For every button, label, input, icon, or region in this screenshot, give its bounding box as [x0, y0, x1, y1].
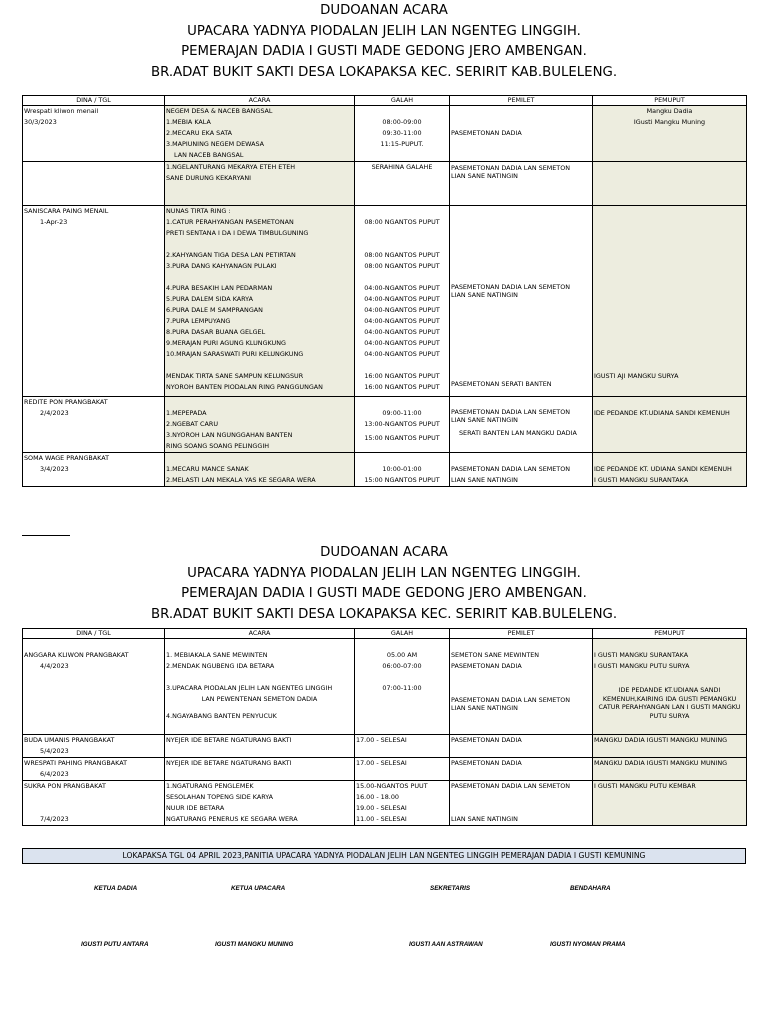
cell-galah: 05.00 AM 06:00-07:00 07:00-11:00 — [355, 639, 450, 735]
title-line: DUDOANAN ACARA — [320, 3, 448, 18]
cell-galah: 17.00 - SELESAI — [355, 758, 450, 781]
cell-dina: SOMA WAGE PRANGBAKAT 3/4/2023 — [23, 453, 165, 487]
header-pemilet: PEMILET — [450, 629, 593, 639]
header-acara: ACARA — [165, 96, 355, 106]
cell-acara: NEGEM DESA & NACEB BANGSAL 1.MEBIA KALA 2.MECARU EKA SATA 3.MAPIUNING NEGEM DEWASA LAN NACEB BANGSAL — [165, 106, 355, 162]
cell-pemuput: IDE PEDANDE KT.UDIANA SANDI KEMENUH — [593, 397, 747, 453]
document-title — [0, 1, 768, 83]
title-line: BR.ADAT BUKIT SAKTI DESA LOKAPAKSA KEC. SERIRIT KAB.BULELENG. — [150, 606, 618, 622]
schedule-table-1 — [22, 95, 747, 487]
signature-name: IGUSTI MANGKU MUNING — [215, 941, 294, 948]
title-line: UPACARA YADNYA PIODALAN JELIH LAN NGENTEG LINGGIH. — [187, 23, 581, 39]
header-dina: DINA / TGL — [23, 629, 165, 639]
header-pemilet: PEMILET — [450, 96, 593, 106]
cell-acara: NYEJER IDE BETARE NGATURANG BAKTI — [165, 758, 355, 781]
title-line: UPACARA YADNYA PIODALAN JELIH LAN NGENTEG LINGGIH. — [187, 565, 581, 581]
header-pemuput: PEMUPUT — [593, 96, 747, 106]
cell-dina: Wrespati kliwon menail 30/3/2023 — [23, 106, 165, 162]
title-line: BR.ADAT BUKIT SAKTI DESA LOKAPAKSA KEC. SERIRIT KAB.BULELENG. — [150, 64, 618, 80]
cell-galah: 10:00-01:00 15:00 NGANTOS PUPUT — [355, 453, 450, 487]
cell-pemilet: PASEMETONAN DADIA — [450, 758, 593, 781]
committee-footer: LOKAPAKSA TGL 04 APRIL 2023,PANITIA UPACARA YADNYA PIODALAN JELIH LAN NGENTEG LINGGIH PEMERAJAN DADIA I GUSTI KEMUNING — [22, 848, 746, 864]
signature-role: KETUA UPACARA — [231, 885, 286, 892]
table-row — [23, 639, 747, 735]
cell-dina: SANISCARA PAING MENAIL 1-Apr-23 — [23, 206, 165, 397]
cell-acara: 1.NGATURANG PENGLEMEK SESOLAHAN TOPENG SIDE KARYA NUUR IDE BETARA NGATURANG PENERUS KE SEGARA WERA — [165, 781, 355, 826]
cell-dina — [23, 162, 165, 206]
table-row — [23, 206, 747, 397]
cell-acara: 1.NGELANTURANG MEKARYA ETEH ETEH SANE DURUNG KEKARYANI — [165, 162, 355, 206]
cell-pemuput: MANGKU DADIA IGUSTI MANGKU MUNING — [593, 735, 747, 758]
signature-role: SEKRETARIS — [430, 885, 471, 892]
signature-role: BENDAHARA — [570, 885, 611, 892]
header-galah: GALAH — [355, 96, 450, 106]
cell-galah: 15.00-NGANTOS PUUT 16.00 - 18.00 19.00 - SELESAI 11.00 - SELESAI — [355, 781, 450, 826]
cell-galah: 08:00-09:00 09:30-11:00 11:15-PUPUT. — [355, 106, 450, 162]
cell-galah: 17.00 - SELESAI — [355, 735, 450, 758]
cell-galah: SERAHINA GALAHE — [355, 162, 450, 206]
title-line: DUDOANAN ACARA — [320, 545, 448, 560]
document-title — [0, 543, 768, 625]
cell-pemilet: PASEMETONAN DADIA LAN SEMETON LIAN SANE NATINGIN PASEMETONAN SERATI BANTEN — [450, 206, 593, 397]
cell-galah: 08:00 NGANTOS PUPUT 08:00 NGANTOS PUPUT 08:00 NGANTOS PUPUT 04:00-NGANTOS PUPUT 04:00-NGANTOS PUPUT 04:00-NGANTOS PUPUT 04:00-NGANTOS PUPUT 04:00-NGANTOS PUPUT 04:00-NGANTOS PUPUT 04:00-NGANTOS PUPUT 16:00 NGANTOS PUPUT 16:00 NGANTOS PUPUT — [355, 206, 450, 397]
cell-pemilet: PASEMETONAN DADIA — [450, 106, 593, 162]
cell-pemuput: IGUSTI AJI MANGKU SURYA — [593, 206, 747, 397]
table-row — [23, 735, 747, 758]
cell-pemilet: PASEMETONAN DADIA LAN SEMETON LIAN SANE NATINGIN SERATI BANTEN LAN MANGKU DADIA — [450, 397, 593, 453]
cell-dina: ANGGARA KLIWON PRANGBAKAT 4/4/2023 — [23, 639, 165, 735]
cell-pemilet: PASEMETONAN DADIA LAN SEMETON LIAN SANE NATINGIN — [450, 781, 593, 826]
cell-pemilet: PASEMETONAN DADIA LAN SEMETON LIAN SANE NATINGIN — [450, 162, 593, 206]
cell-pemuput: I GUSTI MANGKU PUTU KEMBAR — [593, 781, 747, 826]
table-row — [23, 781, 747, 826]
cell-acara: NYEJER IDE BETARE NGATURANG BAKTI — [165, 735, 355, 758]
cell-dina: REDITE PON PRANGBAKAT 2/4/2023 — [23, 397, 165, 453]
table-row — [23, 453, 747, 487]
table-header-row — [23, 629, 747, 639]
schedule-table-2 — [22, 628, 747, 826]
cell-pemilet: PASEMETONAN DADIA LAN SEMETON LIAN SANE NATINGIN — [450, 453, 593, 487]
signature-name: IGUSTI AAN ASTRAWAN — [409, 941, 483, 948]
cell-acara: NUNAS TIRTA RING : 1.CATUR PERAHYANGAN PASEMETONAN PRETI SENTANA I DA I DEWA TIMBULGUNING 2.KAHYANGAN TIGA DESA LAN PETIRTAN 3.PURA DANG KAHYANAGN PULAKI 4.PURA BESAKIH LAN PEDARMAN 5.PURA DALEM SIDA KARYA 6.PURA DALE M SAMPRANGAN 7.PURA LEMPUYANG 8.PURA DASAR BUANA GELGEL 9.MERAJAN PURI AGUNG KLUNGKUNG 10.MRAJAN SARASWATI PURI KELUNGKUNG MENDAK TIRTA SANE SAMPUN KELUNGSUR NYOROH BANTEN PIODALAN RING PANGGUNGAN — [165, 206, 355, 397]
title-line: PEMERAJAN DADIA I GUSTI MADE GEDONG JERO AMBENGAN. — [181, 44, 587, 59]
cell-acara: 1.MECARU MANCE SANAK 2.MELASTI LAN MEKALA YAS KE SEGARA WERA — [165, 453, 355, 487]
cell-acara: 1.MEPEPADA 2.NGEBAT CARU 3.NYOROH LAN NGUNGGAHAN BANTEN RING SOANG SOANG PELINGGIH — [165, 397, 355, 453]
signature-name: IGUSTI NYOMAN PRAMA — [550, 941, 626, 948]
separator-line — [22, 535, 70, 536]
cell-pemuput: I GUSTI MANGKU SURANTAKA I GUSTI MANGKU PUTU SURYA IDE PEDANDE KT.UDIANA SANDI KEMENUH,KAIRING IDA GUSTI PEMANGKU CATUR PERAHYANGAN LAN I GUSTI MANGKU PUTU SURYA — [593, 639, 747, 735]
table-row — [23, 106, 747, 162]
cell-dina: SUKRA PON PRANGBAKAT 7/4/2023 — [23, 781, 165, 826]
header-galah: GALAH — [355, 629, 450, 639]
header-dina: DINA / TGL — [23, 96, 165, 106]
cell-pemilet: SEMETON SANE MEWINTEN PASEMETONAN DADIA PASEMETONAN DADIA LAN SEMETON LIAN SANE NATINGIN — [450, 639, 593, 735]
table-row — [23, 397, 747, 453]
cell-pemuput — [593, 162, 747, 206]
cell-pemilet: PASEMETONAN DADIA — [450, 735, 593, 758]
cell-galah: 09:00-11:00 13:00-NGANTOS PUPUT 15:00 NGANTOS PUPUT — [355, 397, 450, 453]
cell-acara: 1. MEBIAKALA SANE MEWINTEN 2.MENDAK NGUBENG IDA BETARA 3.UPACARA PIODALAN JELIH LAN NGENTEG LINGGIH LAN PEWENTENAN SEMETON DADIA 4.NGAYABANG BANTEN PENYUCUK — [165, 639, 355, 735]
cell-pemuput: Mangku Dadia IGusti Mangku Muning — [593, 106, 747, 162]
cell-dina: WRESPATI PAHING PRANGBAKAT 6/4/2023 — [23, 758, 165, 781]
cell-pemuput: MANGKU DADIA IGUSTI MANGKU MUNING — [593, 758, 747, 781]
table-row — [23, 162, 747, 206]
cell-pemuput: IDE PEDANDE KT. UDIANA SANDI KEMENUH I GUSTI MANGKU SURANTAKA — [593, 453, 747, 487]
signature-role: KETUA DADIA — [94, 885, 138, 892]
signature-name: IGUSTI PUTU ANTARA — [81, 941, 149, 948]
title-line: PEMERAJAN DADIA I GUSTI MADE GEDONG JERO AMBENGAN. — [181, 586, 587, 601]
header-acara: ACARA — [165, 629, 355, 639]
table-header-row — [23, 96, 747, 106]
header-pemuput: PEMUPUT — [593, 629, 747, 639]
table-row — [23, 758, 747, 781]
cell-dina: BUDA UMANIS PRANGBAKAT 5/4/2023 — [23, 735, 165, 758]
